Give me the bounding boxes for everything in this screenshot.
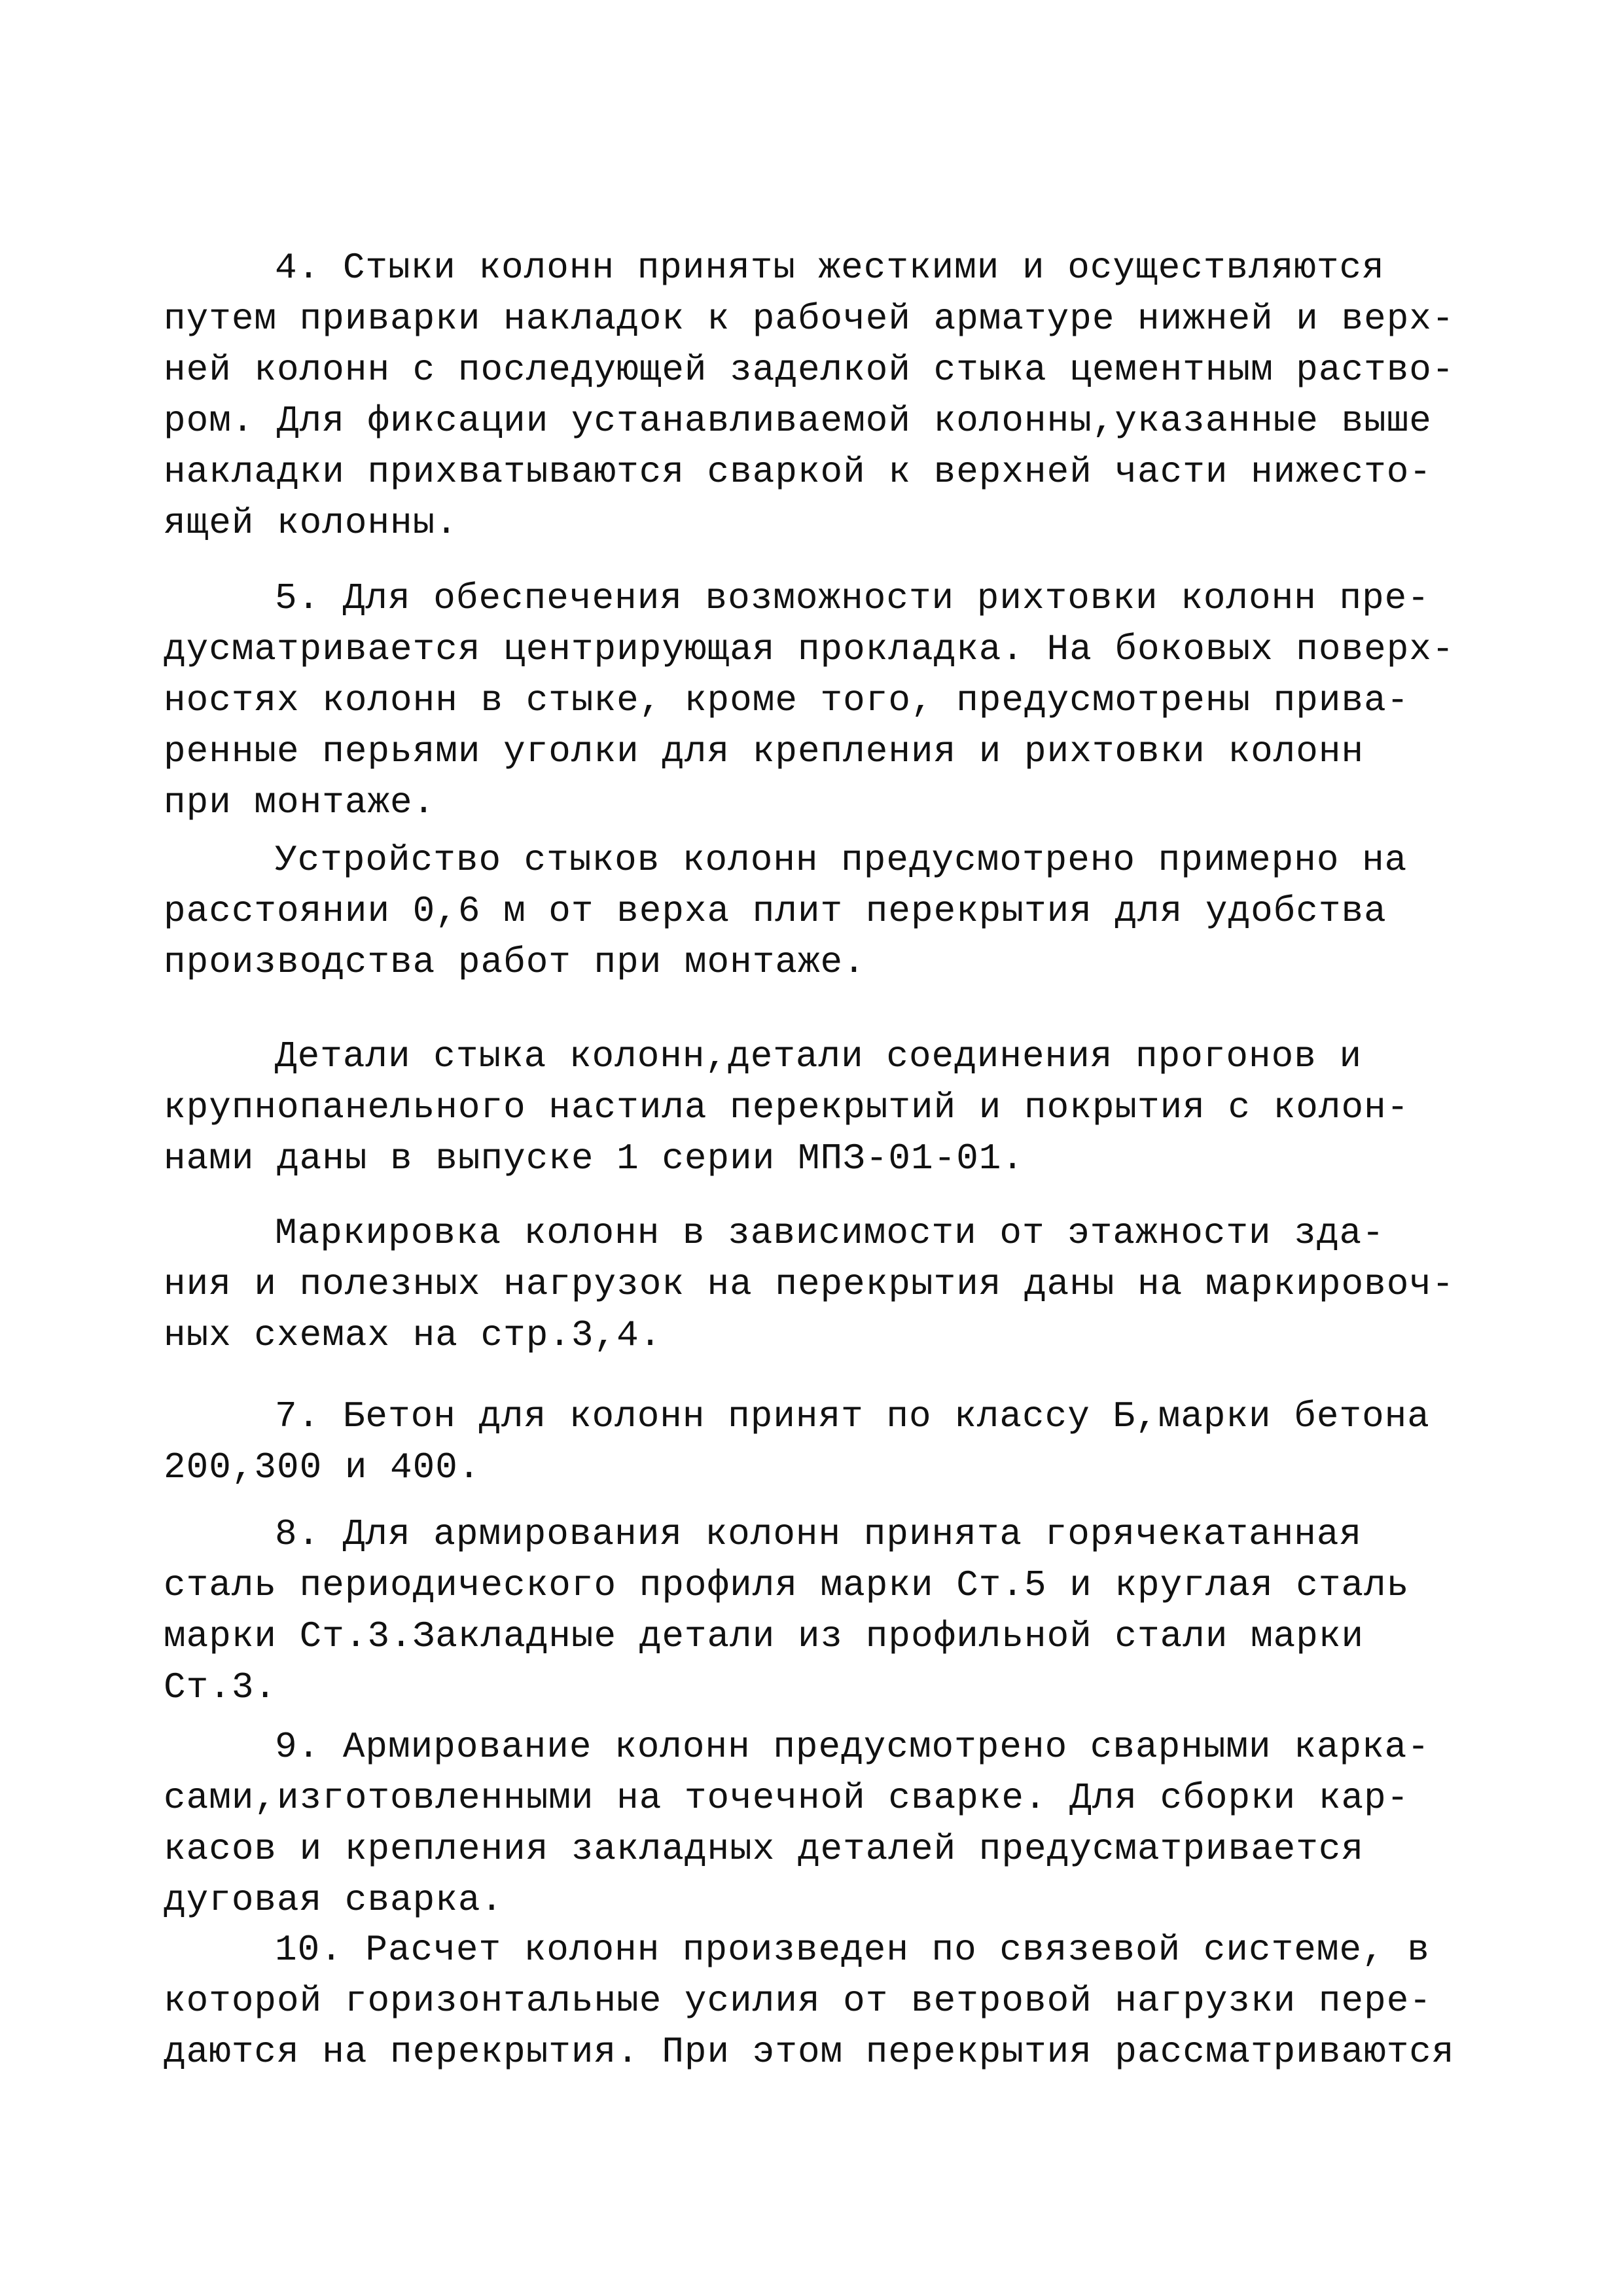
text-line: расстоянии 0,6 м от верха плит перекрытия для удобства (164, 890, 1387, 932)
text-line: ней колонн с последующей заделкой стыка цементным раство- (164, 349, 1455, 391)
text-line: 4. Стыки колонн приняты жесткими и осуществляются (275, 247, 1385, 289)
paragraph-5-continued (164, 834, 1440, 988)
text-line: Детали стыка колонн,детали соединения прогонов и (275, 1035, 1363, 1077)
text-line: марки Ст.3.Закладные детали из профильной стали марки (164, 1615, 1364, 1657)
text-line: 9. Армирование колонн предусмотрено сварными карка- (275, 1726, 1430, 1768)
paragraph-7 (164, 1391, 1440, 1493)
text-line: производства работ при монтаже. (164, 941, 866, 983)
text-line: ром. Для фиксации устанавливаемой колонны,указанные выше (164, 400, 1432, 442)
text-line: ренные перьями уголки для крепления и рихтовки колонн (164, 730, 1364, 772)
text-line: дуговая сварка. (164, 1879, 504, 1921)
paragraph-5 (164, 573, 1455, 828)
paragraph-marking (164, 1208, 1455, 1361)
text-line: путем приварки накладок к рабочей арматуре нижней и верх- (164, 298, 1455, 340)
text-line: ния и полезных нагрузок на перекрытия даны на маркировоч- (164, 1263, 1455, 1305)
text-line: дусматривается центрирующая прокладка. На боковых поверх- (164, 628, 1455, 670)
text-line: сами,изготовленными на точечной сварке. Для сборки кар- (164, 1777, 1410, 1819)
text-line: ящей колонны. (164, 502, 458, 544)
paragraph-8 (164, 1509, 1440, 1713)
paragraph-joint-details (164, 1031, 1440, 1184)
paragraph-10 (164, 1924, 1455, 2077)
text-line: Ст.3. (164, 1666, 277, 1708)
text-line: сталь периодического профиля марки Ст.5 и круглая сталь (164, 1564, 1410, 1606)
text-line: даются на перекрытия. При этом перекрытия рассматриваются (164, 2031, 1455, 2073)
text-line: 8. Для армирования колонн принята горячекатанная (275, 1513, 1363, 1555)
text-line: 7. Бетон для колонн принят по классу Б,марки бетона (275, 1395, 1430, 1437)
paragraph-4 (164, 242, 1455, 548)
text-line: 200,300 и 400. (164, 1446, 481, 1488)
paragraph-9 (164, 1721, 1440, 1926)
text-line: которой горизонтальные усилия от ветровой нагрузки пере- (164, 1980, 1432, 2022)
text-line: при монтаже. (164, 781, 436, 823)
text-line: касов и крепления закладных деталей предусматривается (164, 1828, 1364, 1870)
text-line: 10. Расчет колонн произведен по связевой системе, в (275, 1929, 1430, 1971)
text-line: 5. Для обеспечения возможности рихтовки колонн пре- (275, 577, 1430, 619)
text-line: ностях колонн в стыке, кроме того, предусмотрены прива- (164, 679, 1410, 721)
text-line: накладки прихватываются сваркой к верхней части нижесто- (164, 451, 1432, 493)
text-line: крупнопанельного настила перекрытий и покрытия с колон- (164, 1086, 1410, 1128)
text-line: Устройство стыков колонн предусмотрено примерно на (275, 839, 1408, 881)
text-line: Маркировка колонн в зависимости от этажности зда- (275, 1212, 1385, 1254)
text-line: нами даны в выпуске 1 серии МПЗ-01-01. (164, 1138, 1025, 1179)
text-line: ных схемах на стр.3,4. (164, 1314, 662, 1356)
